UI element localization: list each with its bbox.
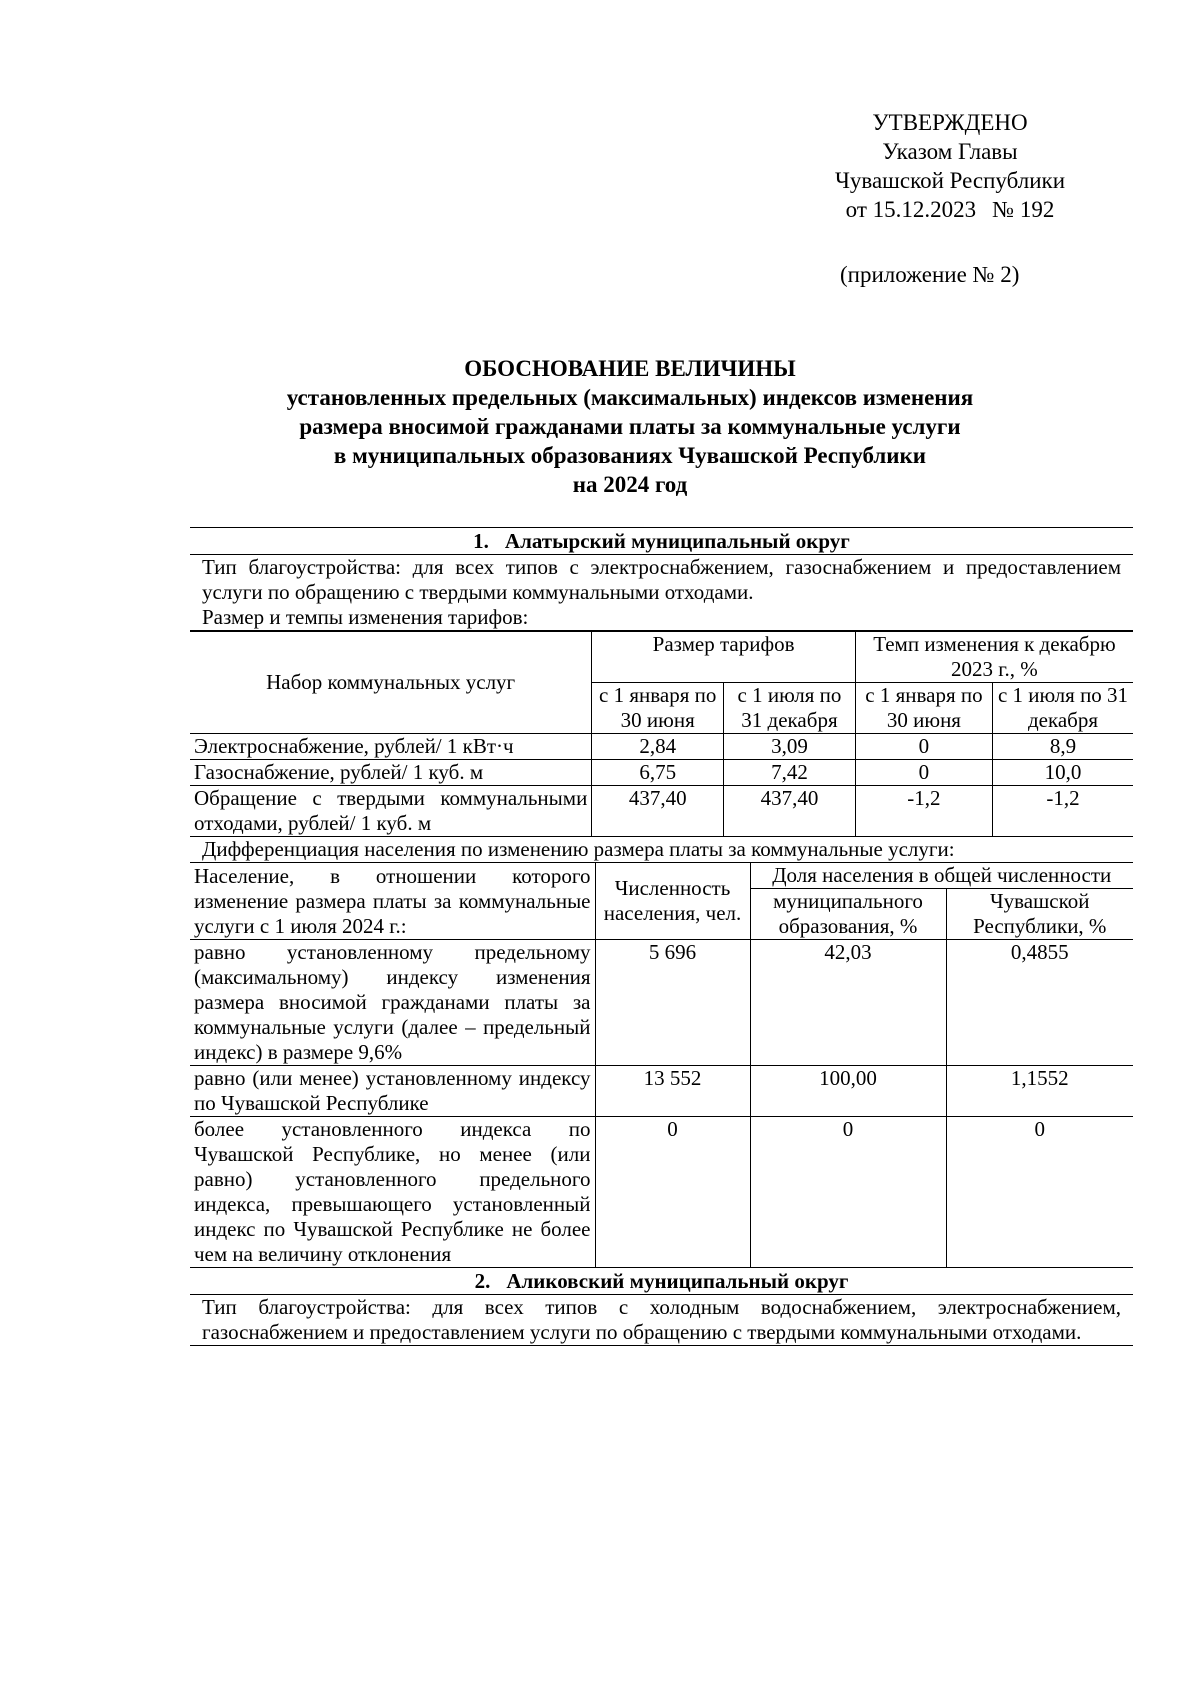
tariff-sub-3: с 1 января по 30 июня: [855, 683, 992, 734]
tariff-row-name: Газоснабжение, рублей/ 1 куб. м: [190, 760, 592, 786]
approval-line-2: Указом Главы: [882, 139, 1018, 164]
section-1-name: Алатырский муниципальный округ: [504, 529, 850, 553]
section-1-improvement: Тип благоустройства: для всех типов с электроснабжением, газоснабжением и предоставлением услуги по обращению с твердыми коммунальными отходами.: [202, 555, 1121, 604]
section-1-tariffs-label: Размер и темпы изменения тарифов:: [190, 605, 1133, 631]
pop-row-rep: 1,1552: [946, 1066, 1133, 1117]
approval-date: от 15.12.2023: [845, 197, 977, 222]
pop-row-mun: 42,03: [750, 940, 946, 1066]
approval-date-line: [800, 195, 1100, 224]
tariff-row: [190, 734, 1133, 760]
pop-row-rep: 0,4855: [946, 940, 1133, 1066]
tariff-row-name: Электроснабжение, рублей/ 1 кВт·ч: [190, 734, 592, 760]
pop-row-rep: 0: [946, 1117, 1133, 1268]
tariff-row-v4: -1,2: [993, 786, 1133, 837]
title-line-5: на 2024 год: [572, 472, 688, 497]
pop-row: [190, 940, 1133, 1066]
section-1-number: 1.: [473, 529, 489, 553]
tariff-sub-4: с 1 июля по 31 декабря: [993, 683, 1133, 734]
pop-row-count: 0: [595, 1117, 750, 1268]
approval-number: № 192: [992, 197, 1055, 222]
population-table: [190, 862, 1133, 1268]
tariff-row: [190, 786, 1133, 837]
title-line-4: в муниципальных образованиях Чувашской Республики: [333, 443, 927, 468]
pop-row-mun: 0: [750, 1117, 946, 1268]
tariff-row-v2: 437,40: [724, 786, 856, 837]
tariff-col-size: Размер тарифов: [592, 632, 856, 683]
title-line-3: размера вносимой гражданами платы за коммунальные услуги: [299, 414, 961, 439]
tariff-sub-2: с 1 июля по 31 декабря: [724, 683, 856, 734]
document-title: [190, 354, 1070, 499]
tariff-row-v2: 3,09: [724, 734, 856, 760]
title-line-1: ОБОСНОВАНИЕ ВЕЛИЧИНЫ: [464, 356, 796, 381]
pop-col-share: Доля населения в общей численности: [750, 863, 1133, 889]
tariff-row-v3: 0: [855, 760, 992, 786]
pop-row-name: более установленного индекса по Чувашской Республике, но менее (или равно) установленного предельного индекса, превышающего установленный индекс по Чувашской Республике не более чем на величину отклонения: [190, 1117, 595, 1268]
tariff-row-v2: 7,42: [724, 760, 856, 786]
pop-col-population: Население, в отношении которого изменение размера платы за коммунальные услуги с 1 июля 2024 г.:: [190, 863, 595, 940]
tariff-col-services: Набор коммунальных услуг: [190, 632, 592, 734]
tariff-sub-1: с 1 января по 30 июня: [592, 683, 724, 734]
tariff-col-rate: Темп изменения к декабрю 2023 г., %: [855, 632, 1133, 683]
title-line-2: установленных предельных (максимальных) индексов изменения: [286, 385, 974, 410]
section-2-name: Аликовский муниципальный округ: [506, 1269, 849, 1293]
tariff-row-v3: -1,2: [855, 786, 992, 837]
pop-col-mun: муниципального образования, %: [750, 889, 946, 940]
pop-col-count: Численность населения, чел.: [595, 863, 750, 940]
pop-row-count: 13 552: [595, 1066, 750, 1117]
tariff-row-v1: 2,84: [592, 734, 724, 760]
tariff-row-v1: 437,40: [592, 786, 724, 837]
tariff-row-v4: 8,9: [993, 734, 1133, 760]
pop-row-name: равно (или менее) установленному индексу по Чувашской Республике: [190, 1066, 595, 1117]
tariff-table: [190, 631, 1133, 837]
tariff-row-name: Обращение с твердыми коммунальными отходами, рублей/ 1 куб. м: [190, 786, 592, 837]
section-2-improvement: Тип благоустройства: для всех типов с холодным водоснабжением, электроснабжением, газоснабжением и предоставлением услуги по обращению с твердыми коммунальными отходами.: [190, 1295, 1133, 1346]
tariff-row-v3: 0: [855, 734, 992, 760]
approval-line-3: Чувашской Республики: [834, 168, 1066, 193]
tariff-row: [190, 760, 1133, 786]
approval-stamp: [800, 108, 1100, 224]
pop-row: [190, 1066, 1133, 1117]
section-2-number: 2.: [474, 1269, 491, 1293]
pop-row: [190, 1117, 1133, 1268]
approval-line-1: УТВЕРЖДЕНО: [872, 110, 1028, 135]
pop-col-rep: Чувашской Республики, %: [946, 889, 1133, 940]
tariff-row-v4: 10,0: [993, 760, 1133, 786]
pop-row-count: 5 696: [595, 940, 750, 1066]
section-1-heading: [190, 527, 1133, 555]
appendix-label: (приложение № 2): [840, 262, 1020, 287]
tariff-row-v1: 6,75: [592, 760, 724, 786]
document-body: [190, 527, 1133, 1346]
pop-row-name: равно установленному предельному (максимальному) индексу изменения размера вносимой гражданами платы за коммунальные услуги (далее – предельный индекс) в размере 9,6%: [190, 940, 595, 1066]
pop-row-mun: 100,00: [750, 1066, 946, 1117]
section-2-heading: [190, 1268, 1133, 1295]
section-1-diff-label: Дифференциация населения по изменению размера платы за коммунальные услуги:: [202, 837, 955, 861]
